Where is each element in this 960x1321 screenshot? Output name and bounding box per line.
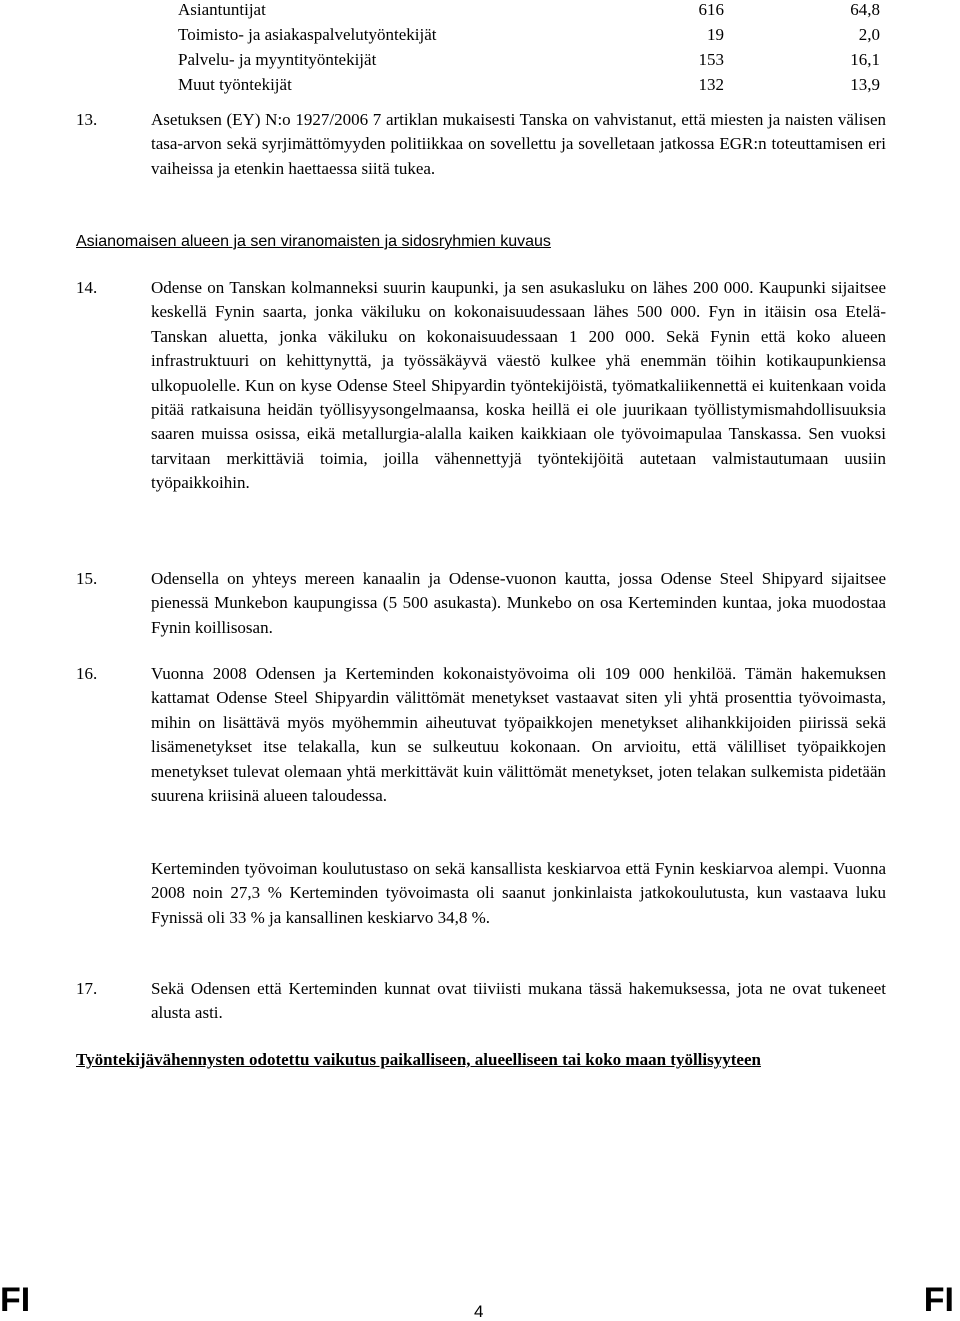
worker-count: 132: [698, 75, 724, 94]
occupation-label: Palvelu- ja myyntityöntekijät: [178, 50, 377, 69]
occupation-label: Asiantuntijat: [178, 0, 266, 19]
occupation-label: Muut työntekijät: [178, 75, 292, 94]
worker-count: 616: [698, 0, 724, 19]
paragraph-number: 17.: [76, 979, 98, 998]
paragraph-text: Odensella on yhteys mereen kanaalin ja Odense-vuonon kautta, jossa Odense Steel Shipyard sijaitsee pienessä Munkebon kaupungissa (5 500 asukasta). Munkebo on osa Kerteminden kuntaa, joka muodostaa Fynin koillisosan.: [151, 569, 886, 637]
table-row: [178, 72, 888, 97]
paragraph-number: 13.: [76, 110, 98, 129]
employment-table: [178, 0, 888, 97]
section-heading-region: Asianomaisen alueen ja sen viranomaisten ja sidosryhmien kuvaus: [76, 233, 551, 250]
table-row: [178, 47, 888, 72]
paragraph-13: [76, 108, 886, 181]
table-row: [178, 0, 888, 22]
worker-percent: 64,8: [850, 0, 880, 19]
paragraph-text: Sekä Odensen että Kerteminden kunnat ovat tiiviisti mukana tässä hakemuksessa, jota ne ovat tukeneet alusta asti.: [151, 979, 886, 1023]
table-row: [178, 22, 888, 47]
occupation-label: Toimisto- ja asiakaspalvelutyöntekijät: [178, 25, 437, 44]
paragraph-14: [76, 276, 886, 496]
paragraph-15: [76, 567, 886, 640]
page-number: 4: [474, 1302, 484, 1321]
paragraph-17: [76, 977, 886, 1026]
footer-language-code-right: FI: [923, 1281, 954, 1319]
paragraph-text: Vuonna 2008 Odensen ja Kerteminden kokonaistyövoima oli 109 000 henkilöä. Tämän hakemuksen kattamat Odense Steel Shipyardin välittömät menetykset vastaavat siten yli yhtä prosenttia työvoimasta, mihin on lisättävä myös myöhemmin aiheutuvat työpaikkojen menetykset alihankkijoiden piirissä sekä lisämenetykset itse telakalla, kun se sulkeutuu kokonaan. On arvioitu, että välilliset työpaikkojen menetykset tulevat olemaan yhtä merkittävät kuin välittömät menetykset, joten telakan sulkemista pidetään suurena kriisinä alueen taloudessa.: [151, 664, 886, 806]
paragraph-text: Odense on Tanskan kolmanneksi suurin kaupunki, ja sen asukasluku on lähes 200 000. Kaupunki sijaitsee keskellä Fynin saarta, jonka väkiluku on kokonaisuudessaan lähes 500 000. Fyn in itäisin osa Etelä-Tanskan aluetta, jonka väkiluku on kokonaisuudessaan 1 200 000. Sekä Fynin että koko alueen infrastruktuuri on kehittynyttä, ja työssäkäyvä väestö kulkee yhä enemmän töihin kotikaupunkiensa ulkopuolelle. Kun on kyse Odense Steel Shipyardin työntekijöistä, työmatkaliikennettä ei kuitenkaan voida pitää ratkaisuna heidän työllisyysongelmaansa, koska heillä ei ole juurikaan työllistymismahdollisuuksia saaren muissa osissa, eikä metallurgia-alalla kaiken kaikkiaan ole työvoimapulaa Tanskassa. Sen vuoksi tarvitaan merkittäviä toimia, joilla vähennettyjä työntekijöitä autetaan valmistautumaan uusiin työpaikkoihin.: [151, 278, 886, 493]
worker-percent: 13,9: [850, 75, 880, 94]
worker-count: 19: [707, 25, 724, 44]
paragraph-16: [76, 662, 886, 808]
paragraph-number: 14.: [76, 278, 98, 297]
paragraph-16-continuation: Kerteminden työvoiman koulutustaso on sekä kansallista keskiarvoa että Fynin keskiarvoa alempi. Vuonna 2008 noin 27,3 % Kerteminden työvoimasta oli saanut jonkinlaista jatkokoulutusta, kun vastaava luku Fynissä oli 33 % ja kansallinen keskiarvo 34,8 %.: [151, 859, 886, 927]
paragraph-number: 15.: [76, 569, 98, 588]
section-heading-impact: Työntekijävähennysten odotettu vaikutus paikalliseen, alueelliseen tai koko maan työllisyyteen: [76, 1050, 761, 1069]
paragraph-text: Asetuksen (EY) N:o 1927/2006 7 artiklan mukaisesti Tanska on vahvistanut, että miesten ja naisten välisen tasa-arvon sekä syrjimättömyyden politiikkaa on sovellettu ja sovelletaan jatkossa EGR:n toteuttamisen eri vaiheissa ja etenkin haettaessa siitä tukea.: [151, 110, 886, 178]
worker-count: 153: [698, 50, 724, 69]
paragraph-number: 16.: [76, 664, 98, 683]
footer-language-code-left: FI: [0, 1281, 31, 1319]
worker-percent: 16,1: [850, 50, 880, 69]
worker-percent: 2,0: [858, 25, 880, 44]
